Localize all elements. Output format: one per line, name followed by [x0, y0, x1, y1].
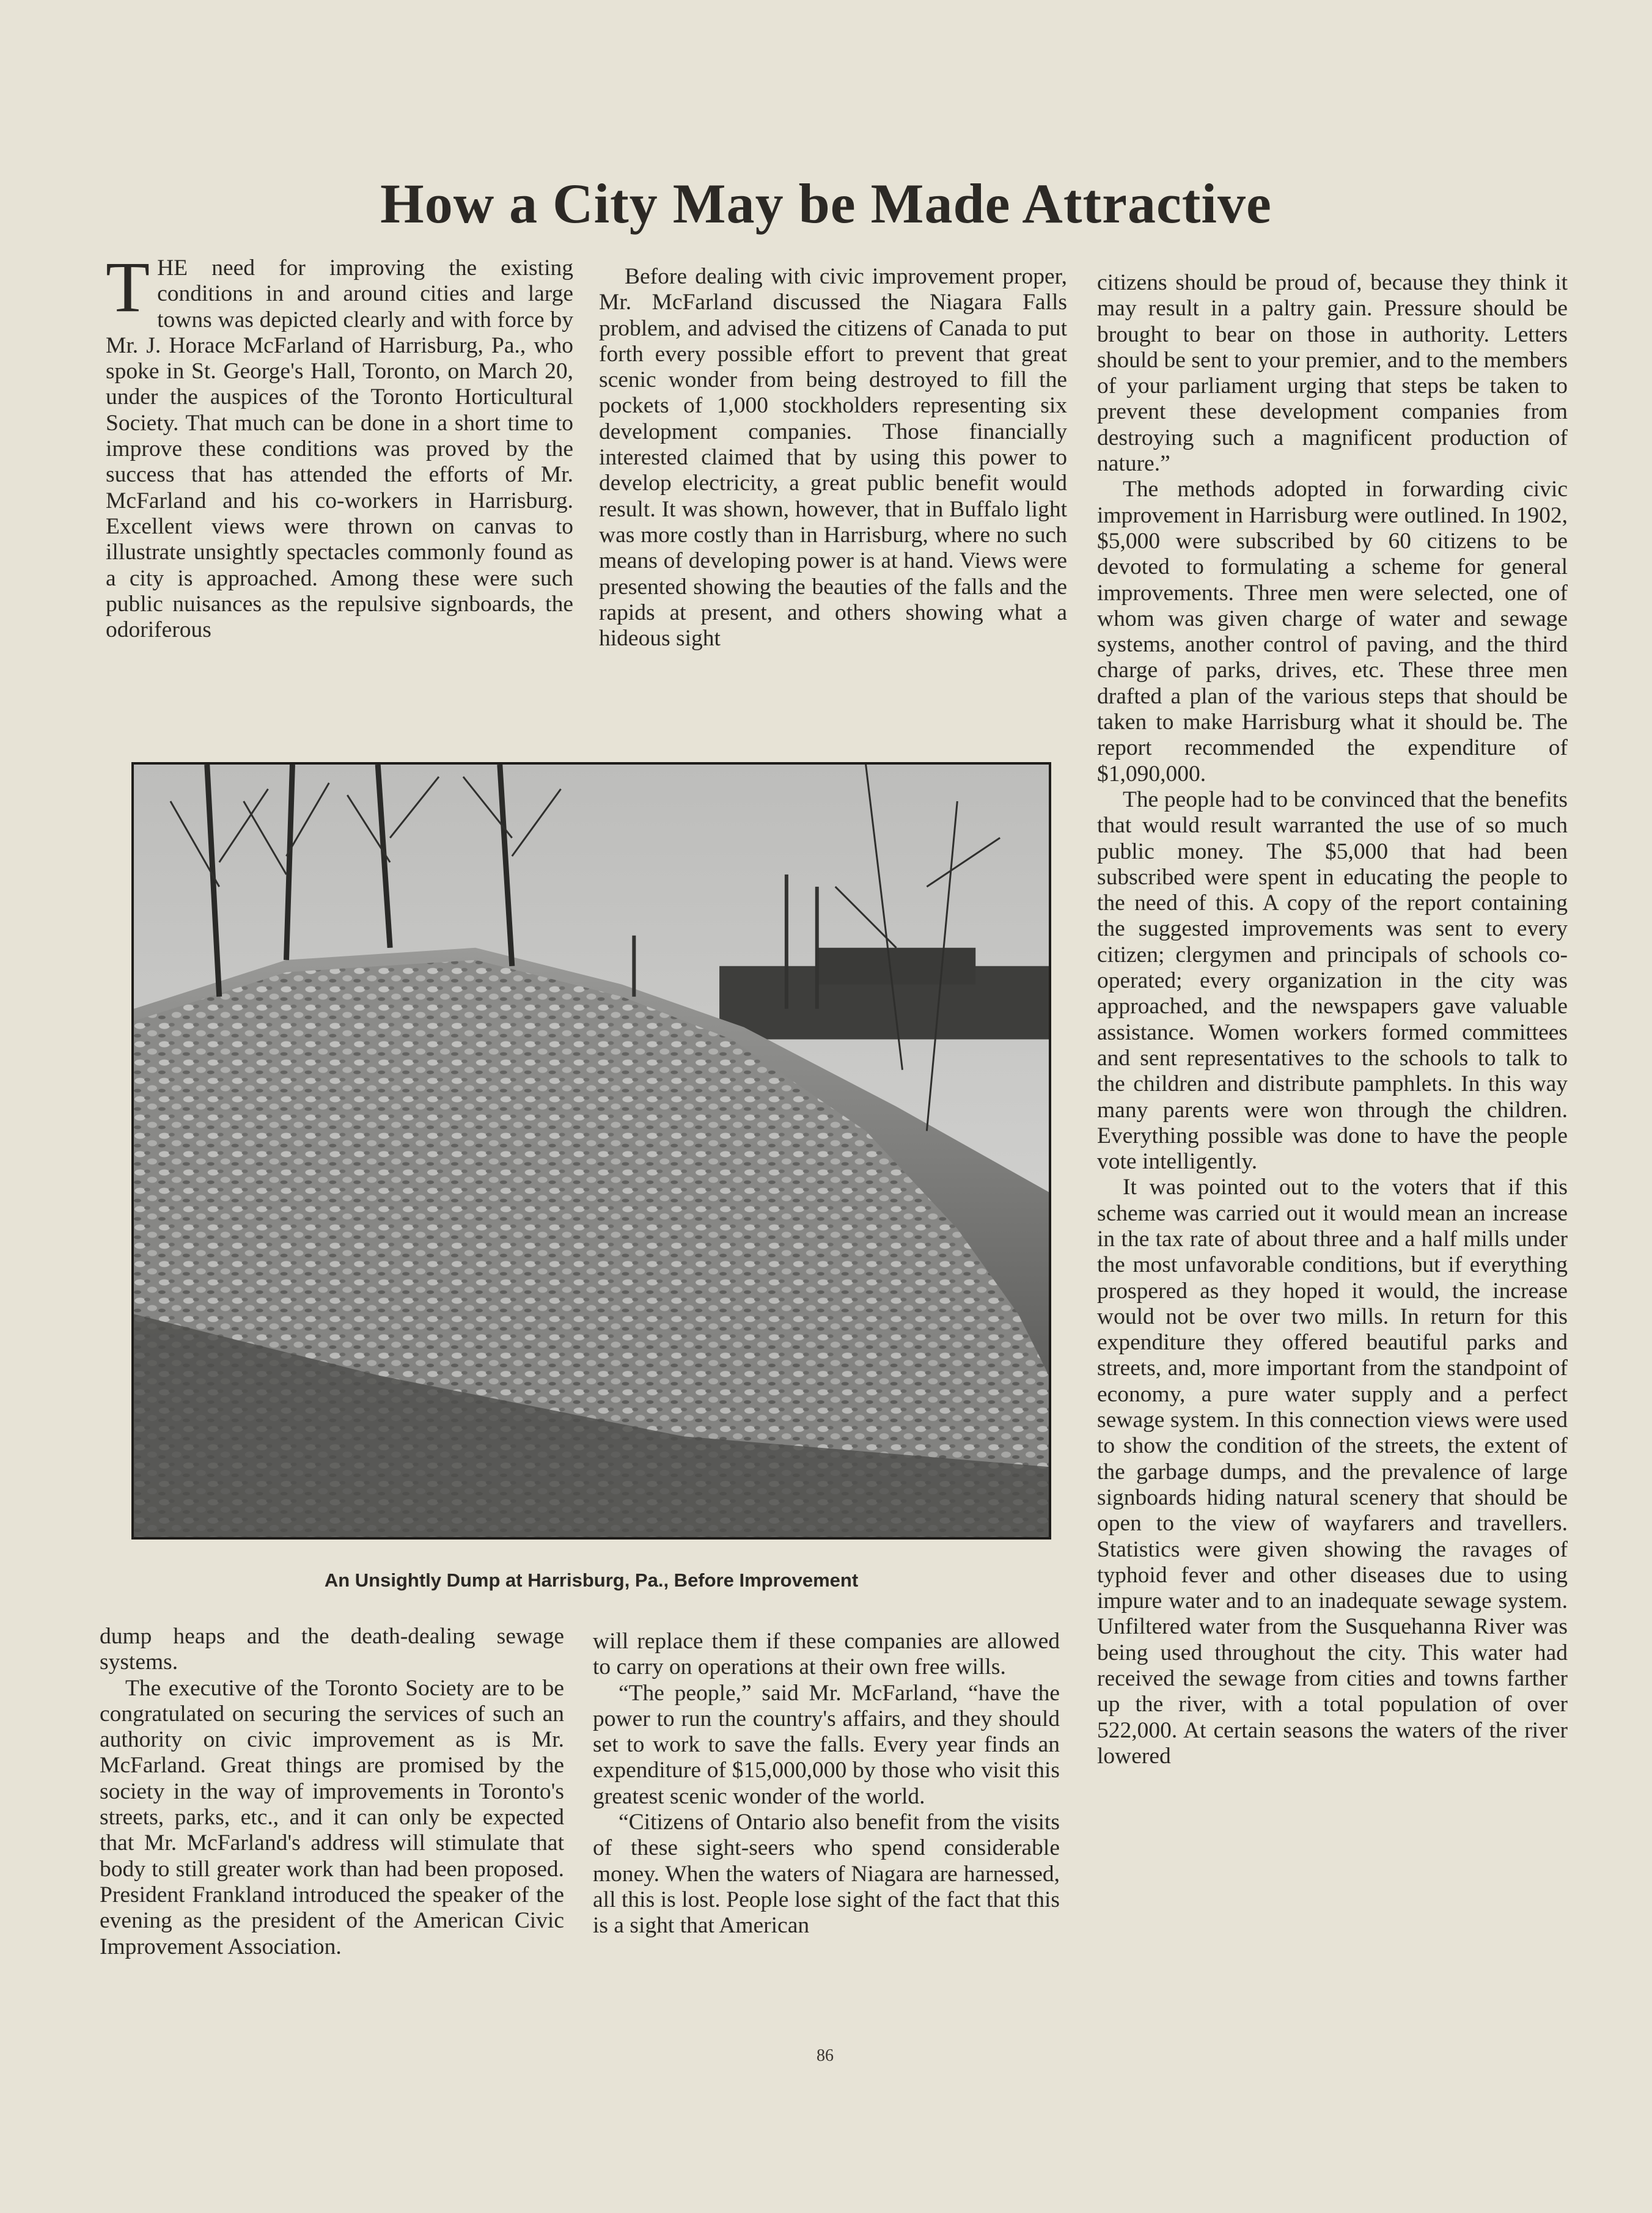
drop-cap: T — [106, 247, 150, 327]
paragraph: Before dealing with civic improvement proper, Mr. McFarland discussed the Niagara Falls problem, and advised the citizens of Canada to put forth every possible effort to prevent that great scenic wonder from being destroyed to fill the pockets of 1,000 stockholders representing six development companies. Those financially interested claimed that by using this power to develop electricity, a great public benefit would result. It was shown, however, that in Buffalo light was more costly than in Harrisburg, where no such means of developing power is at hand. Views were presented showing the beauties of the falls and the rapids at present, and others showing what a hideous sight — [599, 264, 1067, 651]
column-1-bottom — [100, 1624, 564, 2052]
paragraph: The executive of the Toronto Society are to be congratulated on securing the services of such an authority on civic improvement as is Mr. McFarland. Great things are promised by the society in the way of improvements in Toronto's streets, parks, etc., and it can only be expected that Mr. McFarland's address will stimulate that body to still greater work than had been proposed. President Frankland introduced the speaker of the evening as the president of the American Civic Improvement Association. — [100, 1675, 564, 1959]
photo-caption: An Unsightly Dump at Harrisburg, Pa., Before Improvement — [324, 1569, 859, 1591]
column-1-top — [106, 247, 573, 726]
paragraph: dump heaps and the death-dealing sewage systems. — [100, 1624, 564, 1675]
column-2-bottom — [593, 1629, 1060, 2057]
paragraph-text: HE need for improving the existing conditions in and around cities and large towns was depicted clearly and with force by Mr. J. Horace McFarland of Harrisburg, Pa., who spoke in St. George's Hall, Toronto, on March 20, under the auspices of the Toronto Horticultural Society. That much can be done in a short time to improve these conditions was proved by the success that has attended the efforts of Mr. McFarland and his co-workers in Harrisburg. Excellent views were thrown on canvas to illustrate unsightly spectacles commonly found as a city is approached. Among these were such public nuisances as the repulsive signboards, the odoriferous — [106, 255, 573, 643]
paragraph: The methods adopted in forwarding civic improvement in Harrisburg were outlined. In 1902, $5,000 were subscribed by 60 citizens to be devoted to formulating a scheme for general improvements. Three men were selected, one of whom was given charge of water and sewage systems, another control of paving, and the third charge of parks, drives, etc. These three men drafted a plan of the various steps that should be taken to make Harrisburg what it should be. The report recommended the expenditure of $1,090,000. — [1097, 477, 1568, 787]
column-3 — [1097, 270, 1568, 2055]
paragraph: It was pointed out to the voters that if this scheme was carried out it would mean an increase in the tax rate of about three and a half mills under the most unfavorable conditions, but if everything prospered as they hoped it would, the increase would not be over two mills. In return for this expenditure they offered beautiful parks and streets, and, more important from the standpoint of economy, a pure water supply and a perfect sewage system. In this connection views were used to show the condition of the streets, the extent of the garbage dumps, and the prevalence of large signboards hiding natural scenery that should be open to the view of wayfarers and travellers. Statistics were given showing the ravages of typhoid fever and other diseases due to using impure water and to an inadequate sewage system. Unfiltered water from the Susquehanna River was being used throughout the city. This water had received the sewage from cities and towns farther up the river, with a total population of over 522,000. At certain seasons the waters of the river lowered — [1097, 1175, 1568, 1769]
photo-illustration — [134, 765, 1049, 1537]
paragraph: will replace them if these companies are allowed to carry on operations at their own free wills. — [593, 1629, 1060, 1680]
paragraph: “Citizens of Ontario also benefit from the visits of these sight-seers who spend considerable money. When the waters of Niagara are harnessed, all this is lost. People lose sight of the fact that this is a sight that American — [593, 1810, 1060, 1939]
dump-photograph — [131, 762, 1051, 1540]
paragraph: citizens should be proud of, because they think it may result in a paltry gain. Pressure should be brought to bear on those in authority. Letters should be sent to your premier, and to the members of your parliament urging that steps be taken to prevent these development companies from destroying such a magnificent production of nature.” — [1097, 270, 1568, 477]
page-number: 86 — [817, 2046, 834, 2065]
column-2-top — [599, 264, 1067, 735]
paragraph: The people had to be convinced that the benefits that would result warranted the use of so much public money. The $5,000 that had been subscribed were spent in educating the people to the need of this. A copy of the report containing the suggested improvements was sent to every citizen; clergymen and principals of schools co-operated; every organization in the city was approached, and the newspapers gave valuable assistance. Women workers formed committees and sent representatives to the schools to talk to the children and distribute pamphlets. In this way many parents were won through the children. Everything possible was done to have the people vote intelligently. — [1097, 787, 1568, 1175]
paragraph: “The people,” said Mr. McFarland, “have the power to run the country's affairs, and they should set to work to save the falls. Every year finds an expenditure of $15,000,000 by those who visit this greatest scenic wonder of the world. — [593, 1680, 1060, 1809]
article-title: How a City May be Made Attractive — [380, 172, 1272, 235]
paragraph — [106, 247, 573, 643]
